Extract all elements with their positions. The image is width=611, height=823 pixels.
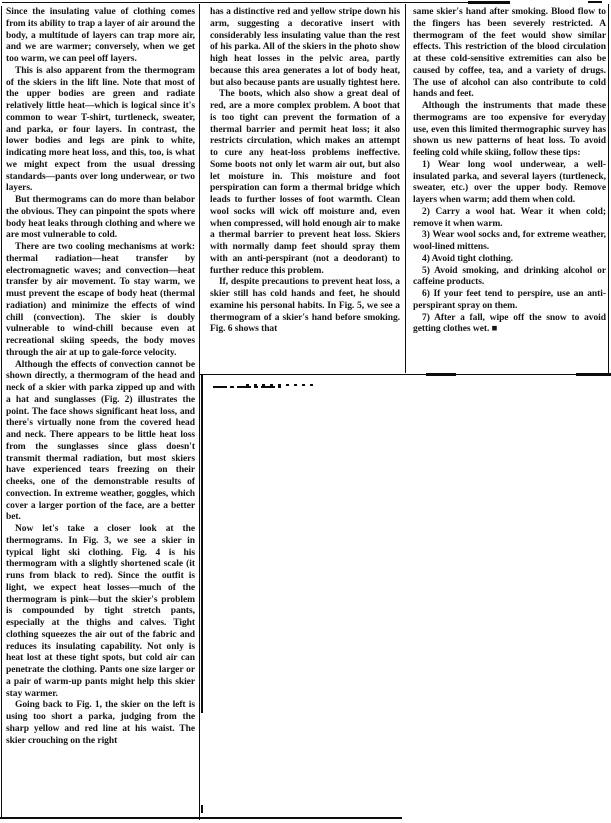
text-column-middle — [210, 7, 400, 373]
paragraph: Now let's take a closer look at the thermograms. In Fig. 3, we see a skier in typical light ski clothing. Fig. 4 is his thermogram with a slightly shortened scale (it runs from black to red). Since the outfit is light, we expect heat losses—much of the thermogram is pink—but the skier's problem is compounded by tight stretch pants, especially at the thighs and calves. Tight clothing squeezes the air out of the fabric and reduces its insulating capability. Not only is heat lost at these tight spots, but cold air can penetrate the clothing. Pants one size larger or a pair of warm-up pants might help this skier stay warmer. — [6, 524, 195, 699]
top-rule-thick-segment — [468, 1, 510, 4]
paragraph: Although the effects of convection cannot be shown directly, a thermogram of the head and neck of a skier with parka zipped up and with a hat and sunglasses (Fig. 2) illustrates the point. The face shows significant heat loss, and there's virtually none from the covered head and neck. There appears to be little heat loss from the sunglasses since glass doesn't transmit thermal radiation, but most skiers have experienced tears freezing on their cheeks, one of the demonstrable results of convection. In extreme weather, goggles, which cover a larger portion of the face, are a better bet. — [6, 359, 195, 523]
paragraph: has a distinctive red and yellow stripe down his arm, suggesting a decorative insert with considerably less insulating value than the rest of his parka. All of the skiers in the photo show high heat losses in the pelvic area, partly because this area generates a lot of body heat, but also because pants are usually tightest here. — [210, 7, 400, 88]
paragraph: 2) Carry a wool hat. Wear it when cold; remove it when warm. — [413, 206, 606, 229]
paragraph: 5) Avoid smoking, and drinking alcohol or caffeine products. — [413, 265, 606, 288]
top-rule — [2, 2, 502, 3]
figure-placeholder — [204, 376, 609, 812]
left-page-border — [1, 6, 2, 818]
column-divider-2 — [405, 4, 406, 373]
paragraph: This is also apparent from the thermogram of the skiers in the lift line. Note that most of the upper bodies are green and radiate relatively little heat—which is logical since it's common to wear T-shirt, turtleneck, sweater, and parka, or four layers. In contrast, the lower bodies and legs are pink to white, indicating more heat loss, and this, too, is what we might expect from the usual dressing standards—pants over long underwear, or two layers. — [6, 65, 195, 194]
figure-left-border — [201, 375, 203, 713]
bottom-rule — [0, 817, 402, 819]
paragraph: 7) After a fall, wipe off the snow to avoid getting clothes wet. ■ — [413, 312, 606, 335]
paragraph: Although the instruments that made these thermograms are too expensive for everyday use, even this limited thermographic survey has shown us new patterns of heat loss. To avoid feeling cold while skiing, follow these tips: — [413, 101, 606, 158]
text-column-left — [6, 7, 195, 819]
paragraph: 1) Wear long wool underwear, a well-insulated parka, and several layers (turtleneck, sweater, etc.) over the upper body. Remove layers when warm; add them when cold. — [413, 159, 606, 205]
paragraph: 3) Wear wool socks and, for extreme weather, wool-lined mittens. — [413, 230, 606, 252]
paragraph: same skier's hand after smoking. Blood flow to the fingers has been severely restricted. A thermogram of the feet would show similar effects. This restriction of the blood circulation at these cold-sensitive extremities can also be caused by coffee, tea, and a variety of drugs. The use of alcohol can also contribute to cold hands and feet. — [413, 7, 606, 100]
top-right-tick — [588, 1, 602, 3]
paragraph: 6) If your feet tend to perspire, use an anti-perspirant spray on them. — [413, 289, 606, 311]
text-column-right — [413, 7, 606, 373]
figure-left-border-tick — [201, 805, 203, 813]
figure-top-rule — [200, 374, 611, 375]
paragraph: But thermograms can do more than belabor the obvious. They can pinpoint the spots where body heat leaks through clothing and where we are most vulnerable to cold. — [6, 195, 195, 241]
paragraph: Since the insulating value of clothing comes from its ability to trap a layer of air around the body, a multitude of layers can trap more air, and we are warmer; conversely, when we get too warm, we can peel off layers. — [6, 7, 195, 64]
paragraph: If, despite precautions to prevent heat loss, a skier still has cold hands and feet, he should examine his personal habits. In Fig. 5, we see a thermogram of a skier's hand before smoking. Fig. 6 shows that — [210, 277, 400, 335]
column-divider-1 — [199, 4, 200, 820]
paragraph: There are two cooling mechanisms at work: thermal radiation—heat transfer by electromagnetic waves; and convection—heat transfer by air movement. To stay warm, we must prevent the escape of body heat (thermal radiation) and minimize the effects of wind chill (convection). The skier is doubly vulnerable to wind-chill because even at recreational skiing speeds, the body moves through the air at up to gale-force velocity. — [6, 242, 195, 358]
paragraph: 4) Avoid tight clothing. — [422, 253, 513, 264]
paragraph: Going back to Fig. 1, the skier on the left is using too short a parka, judging from the sharp yellow and red line at his waist. The skier crouching on the right — [6, 700, 195, 746]
right-page-border — [608, 4, 609, 373]
paragraph: The boots, which also show a great deal of red, are a more complex problem. A boot that is too tight can prevent the formation of a thermal barrier and permit heat loss; it also restricts circulation, which makes an attempt to cure any heat-loss problems ineffective. Some boots not only let warm air out, but also let moisture in. This moisture and foot perspiration can form a thermal bridge which leads to further losses of foot warmth. Clean wool socks will wick off moisture and, even when compressed, will hold enough air to make a thermal barrier to prevent heat loss. Skiers with normally damp feet should spray them with an anti-perspirant (not a deodorant) to further reduce this problem. — [210, 89, 400, 276]
